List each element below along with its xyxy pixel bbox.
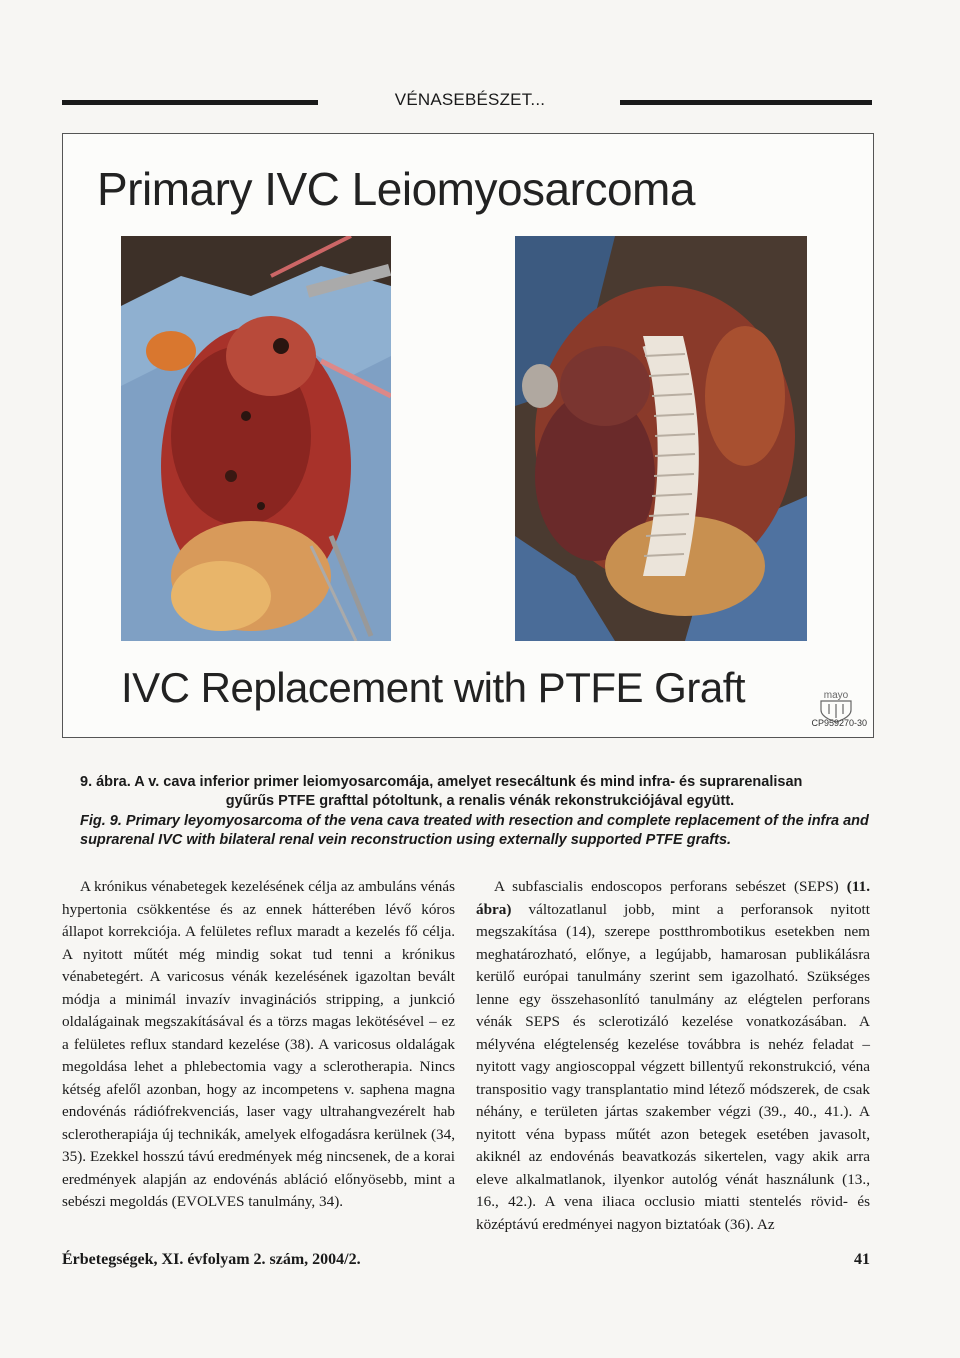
body-text-segment: A subfascialis endoscopos perforans sebészet (SEPS): [494, 878, 847, 895]
caption-hu-line-1: 9. ábra. A v. cava inferior primer leiomyosarcomája, amelyet reseсáltunk és mind infra- és suprarenalisan: [80, 774, 803, 790]
figure-reference: (11. ábra): [476, 878, 870, 918]
page-number: 41: [854, 1251, 870, 1268]
caption-hu-line-2: gyűrűs PTFE grafttal pótoltunk, a renalis vénák rekonstrukciójával együtt.: [225, 793, 735, 809]
figure-caption-english: Fig. 9. Primary leyomyosarcoma of the vena cava treated with resection and complete replacement of the infra and suprarenal IVC with bilateral renal vein reconstruction using externally supported PTFE grafts.: [80, 813, 869, 848]
body-paragraph-right: [476, 876, 870, 1236]
journal-citation: Érbetegségek, XI. évfolyam 2. szám, 2004/2.: [62, 1251, 361, 1268]
slide-code: CP959270-30: [811, 718, 867, 728]
figure-caption: [60, 773, 900, 850]
surgical-photo-graft: [515, 236, 807, 641]
header-rule-left: [62, 100, 318, 105]
body-paragraph-left: A krónikus vénabetegek kezelésének célja az ambuláns vénás hypertonia csökkentése és az ennek hátterében lévő kóros állapot korrekciója. A felületes reflux maradt a kezelés fő célja. A nyitott műtét még mindig sokat tud tenni a krónikus vénabetegért. A varicosus vénák kezelésének igazoltan bevált módja a minimál invazív invaginációs stripping, a junkció oldalágainak megszakításával és a törzs magas lekötésével – ez a felületes reflux standard kezelése (38). A varicosus oldalágak megoldása lehet a phlebectomia vagy a sclerotherapia. Nincs kétség afelől azonban, hogy az incompetens v. saphena magna endovénás rádiófrekvenciás, laser vagy ultrahangvezérelt hab sclerotherapiája új technikák, amelyek elfogadásra kerülnek (34, 35). Ezekkel hosszú távú eredmények még nincsenek, de a korai eredmények alapján az endovénás abláció előnyösebb, mint a sebészi megoldás (EVOLVES tanulmány, 34).: [62, 878, 455, 1210]
section-title: VÉNASEBÉSZET...: [394, 90, 546, 109]
slide-caption: IVC Replacement with PTFE Graft: [121, 664, 746, 711]
figure-caption-hungarian: [60, 773, 900, 811]
svg-text:mayo: mayo: [823, 690, 849, 701]
figure-slide: [62, 133, 874, 738]
slide-title: Primary IVC Leiomyosarcoma: [97, 163, 695, 215]
body-text-segment: változatlanul jobb, mint a perforansok nyitott megszakítása (14), szerepe postthrombotikus esetekben nem meghatározható, előnye, a legújabb, hamarosan publikálásra kerülő európai tanulmány szerint sem igazolható. Szükséges lenne egy összehasonlító tanulmány az elégtelen perforans vénák SEPS és sclerotizáló kezelése vonatkozásában. A mélyvéna elégtelenség kezelése továbbra is nehéz feladat – nyitott vagy angioscoppal végzett billentyű rekonstrukció, véna transpositio vagy transplantatio mind létező módszerek, de csak néhány, e területen jártas szakember végzi (39., 40., 41.). A nyitott véna bypass műtét azon betegek esetében javasolt, akiknél az endovénás beavatkozás sikertelen, vagy akik arra eleve alkalmatlanok, ilyenkor autológ vénát használunk (13., 16., 42.). A vena iliaca occlusio miatti stentelés rövid- és középtávú eredményei nagyon biztatóak (36). Az: [476, 900, 870, 1233]
surgical-photo-tumor: [121, 236, 391, 641]
header-rule-right: [620, 100, 872, 105]
body-column-left: [62, 876, 455, 1214]
body-column-right: [476, 876, 870, 1236]
